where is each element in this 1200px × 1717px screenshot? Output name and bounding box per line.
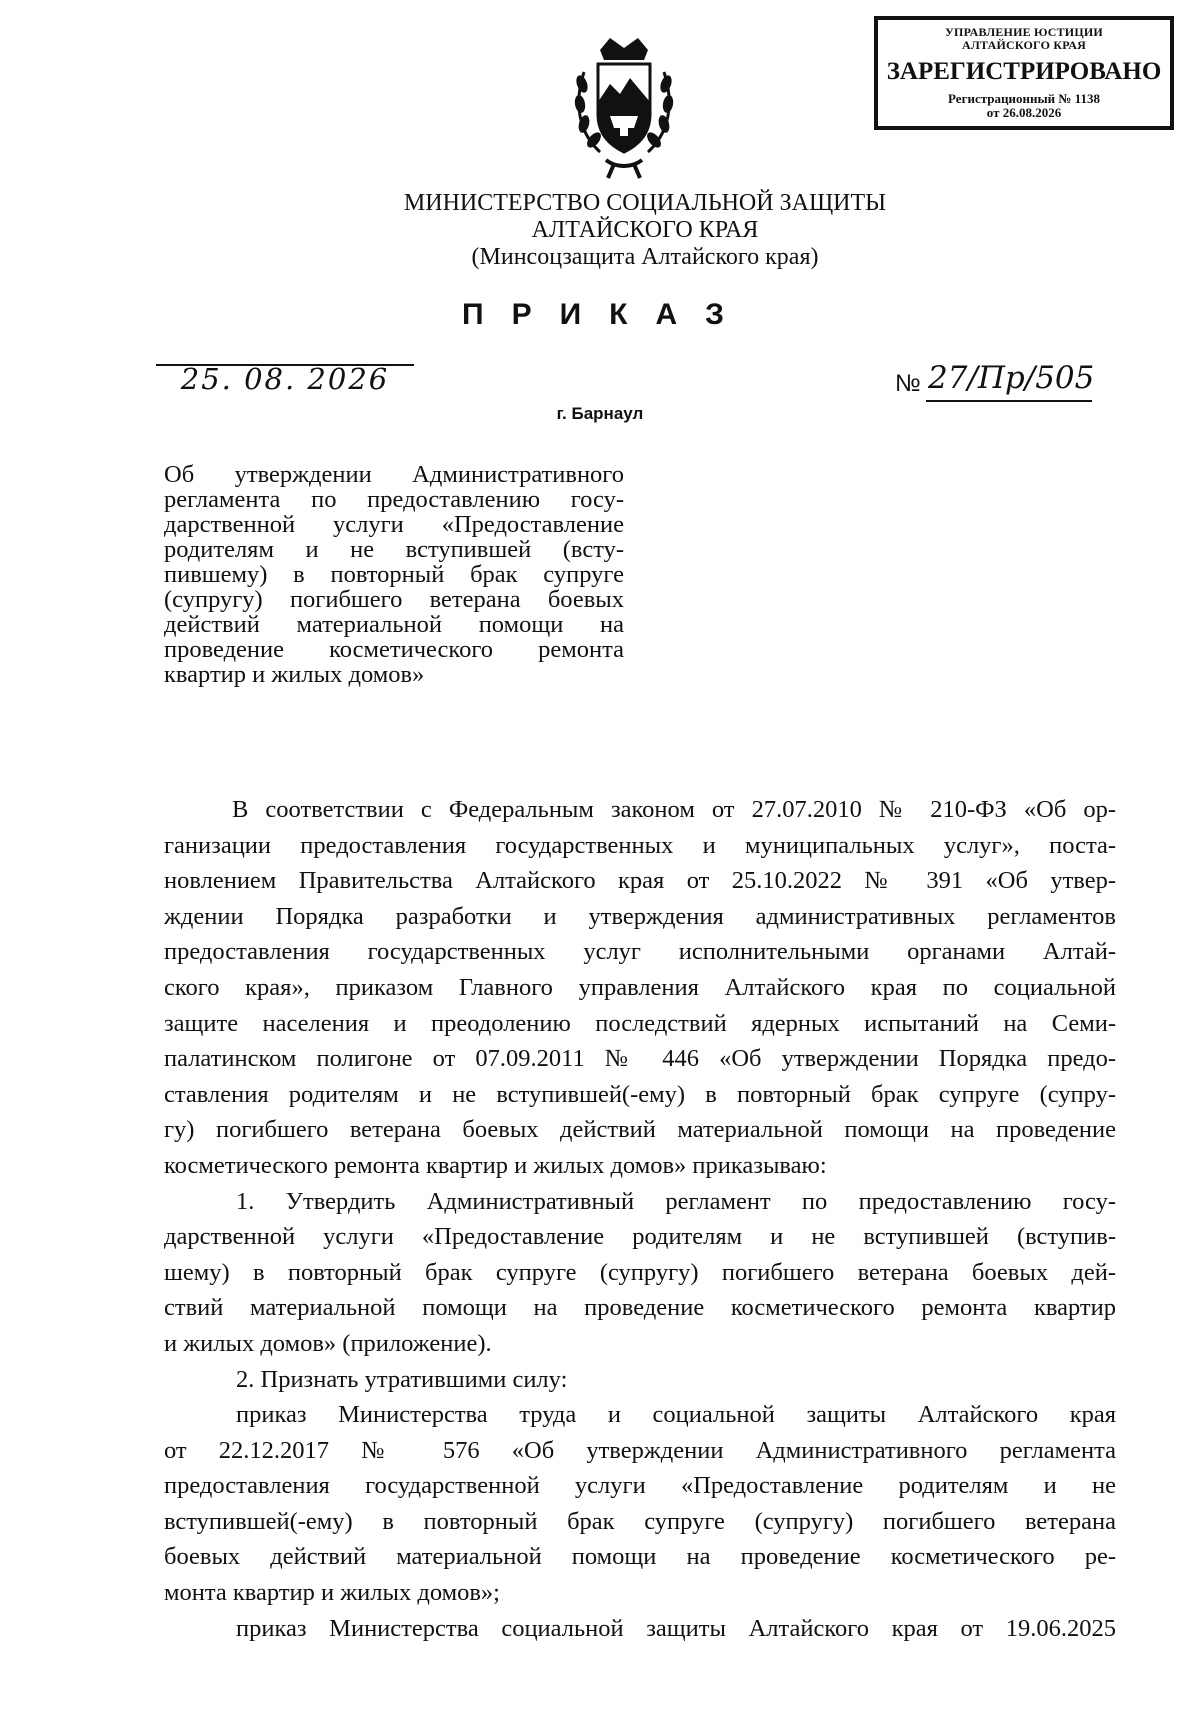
body-line: ставления родителям и не вступившей(-ему) в повторный брак супруге (супру- <box>164 1080 1116 1108</box>
body-line: приказ Министерства труда и социальной защиты Алтайского края <box>236 1401 1116 1429</box>
altai-krai-coat-of-arms-icon <box>570 32 678 182</box>
body-line: ствий материальной помощи на проведение косметического ремонта квартир <box>164 1294 1116 1322</box>
body-line: шему) в повторный брак супруге (супругу) погибшего ветерана боевых дей- <box>164 1258 1116 1286</box>
document-type-title: ПРИКАЗ <box>462 298 752 331</box>
subject-line: действий материальной помощи на <box>164 611 624 638</box>
stamp-title: ЗАРЕГИСТРИРОВАНО <box>886 58 1162 86</box>
body-line: от 22.12.2017 № 576 «Об утверждении Административного регламента <box>164 1436 1116 1464</box>
body-line: защите населения и преодолению последствий ядерных испытаний на Семи- <box>164 1009 1116 1037</box>
body-line: и жилых домов» (приложение). <box>164 1329 492 1357</box>
body-line: 2. Признать утратившими силу: <box>236 1365 568 1393</box>
ministry-header <box>300 190 990 271</box>
registration-stamp <box>874 16 1174 130</box>
body-line: ждении Порядка разработки и утверждения административных регламентов <box>164 902 1116 930</box>
body-line: дарственной услуги «Предоставление родителям и не вступившей (вступив- <box>164 1223 1116 1251</box>
body-line: вступившей(-ему) в повторный брак супруге (супругу) погибшего ветерана <box>164 1507 1116 1535</box>
body-line: В соответствии с Федеральным законом от 27.07.2010 № 210-ФЗ «Об ор- <box>232 796 1116 823</box>
subject-line: (супругу) погибшего ветерана боевых <box>164 586 624 613</box>
body-line: ского края», приказом Главного управления Алтайского края по социальной <box>164 973 1116 1001</box>
stamp-line-1: УПРАВЛЕНИЕ ЮСТИЦИИ <box>945 25 1103 39</box>
document-body <box>164 792 1116 1646</box>
stamp-line-2: АЛТАЙСКОГО КРАЯ <box>962 38 1086 53</box>
ministry-name-line-1: МИНИСТЕРСТВО СОЦИАЛЬНОЙ ЗАЩИТЫ <box>403 190 887 216</box>
body-line: предоставления государственной услуги «Предоставление родителям и не <box>164 1472 1116 1500</box>
body-line: монта квартир и жилых домов»; <box>164 1579 500 1607</box>
body-line: косметического ремонта квартир и жилых домов» приказываю: <box>164 1151 827 1179</box>
handwritten-date: 25. 08. 2026 <box>180 362 390 396</box>
subject-line: квартир и жилых домов» <box>164 661 425 688</box>
number-label: № <box>895 370 921 397</box>
subject-line: дарственной услуги «Предоставление <box>164 511 624 538</box>
body-line: 1. Утвердить Административный регламент по предоставлению госу- <box>236 1187 1116 1215</box>
subject-line: родителям и не вступившей (всту- <box>164 536 624 563</box>
stamp-reg-date: от 26.08.2026 <box>986 105 1062 121</box>
subject-line: проведение косметического ремонта <box>164 636 624 663</box>
document-subject <box>164 462 624 687</box>
body-line: ганизации предоставления государственных и муниципальных услуг», поста- <box>164 831 1116 859</box>
ministry-short-name: (Минсоцзащита Алтайского края) <box>471 244 819 270</box>
ministry-name-line-2: АЛТАЙСКОГО КРАЯ <box>531 217 759 243</box>
body-line: боевых действий материальной помощи на проведение косметического ре- <box>164 1543 1116 1571</box>
stamp-reg-number: Регистрационный № 1138 <box>948 90 1100 106</box>
number-underline <box>926 400 1092 402</box>
subject-line: пившему) в повторный брак супруге <box>164 561 624 588</box>
subject-line: регламента по предоставлению госу- <box>164 486 624 513</box>
handwritten-number: 27/Пр/505 <box>928 360 1095 396</box>
body-line: палатинском полигоне от 07.09.2011 № 446 «Об утверждении Порядка предо- <box>164 1045 1116 1073</box>
body-line: новлением Правительства Алтайского края от 25.10.2022 № 391 «Об утвер- <box>164 867 1116 895</box>
city: г. Барнаул <box>556 404 644 423</box>
body-line: гу) погибшего ветерана боевых действий материальной помощи на проведение <box>164 1116 1116 1144</box>
body-line: предоставления государственных услуг исполнительными органами Алтай- <box>164 938 1116 966</box>
subject-line: Об утверждении Административного <box>164 461 624 488</box>
body-line: приказ Министерства социальной защиты Алтайского края от 19.06.2025 <box>236 1614 1116 1642</box>
